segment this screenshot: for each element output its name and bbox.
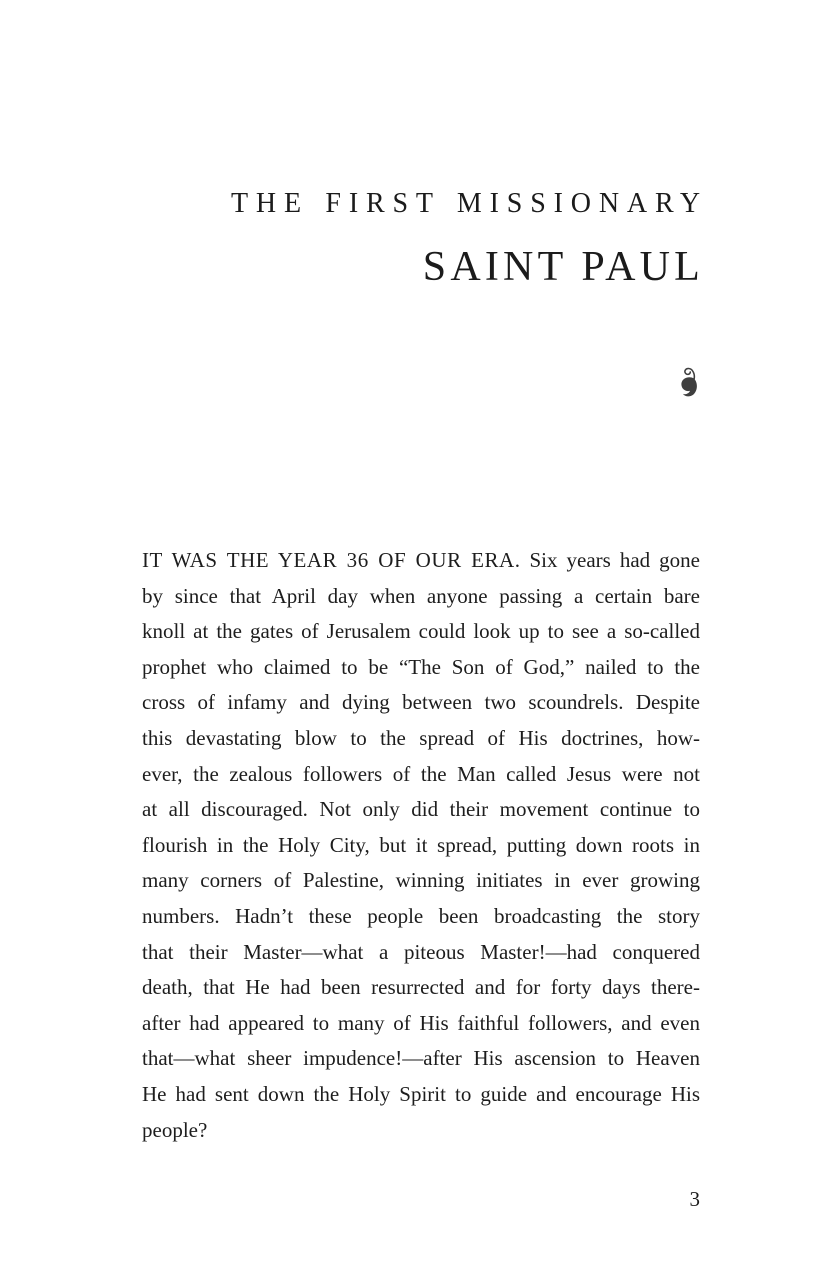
chapter-kicker: THE FIRST MISSIONARY (230, 188, 708, 219)
paragraph-line: that their Master—what a piteous Master!—had conquered (142, 939, 700, 964)
paragraph-line: death, that He had been resurrected and for forty days there- (142, 975, 700, 1000)
body-text (142, 543, 700, 1148)
paragraph-line: prophet who claimed to be “The Son of God,” nailed to the (142, 654, 700, 679)
paragraph-line: ever, the zealous followers of the Man called Jesus were not (142, 761, 700, 786)
chapter-title: SAINT PAUL (422, 244, 704, 290)
opening-phrase: IT WAS THE YEAR 36 OF OUR ERA. (142, 548, 521, 572)
paragraph-line: that—what sheer impudence!—after His ascension to Heaven (142, 1046, 700, 1071)
paragraph-line: knoll at the gates of Jerusalem could look up to see a so-called (142, 619, 700, 644)
paragraph-line: after had appeared to many of His faithful followers, and even (142, 1010, 700, 1035)
paragraph-line: numbers. Hadn’t these people been broadcasting the story (142, 903, 700, 928)
paragraph-line: this devastating blow to the spread of His doctrines, how- (142, 725, 700, 750)
paragraph-line: many corners of Palestine, winning initiates in ever growing (142, 868, 700, 893)
fleuron-ornament-icon (678, 366, 700, 398)
paragraph-line: cross of infamy and dying between two scoundrels. Despite (142, 690, 700, 715)
paragraph-line: flourish in the Holy City, but it spread, putting down roots in (142, 832, 700, 857)
opening-rest: Six years had gone (529, 548, 700, 572)
paragraph-line: at all discouraged. Not only did their movement continue to (142, 797, 700, 822)
paragraph-line: He had sent down the Holy Spirit to guide and encourage His (142, 1081, 700, 1106)
paragraph-line (142, 543, 700, 579)
page-number: 3 (689, 1187, 700, 1211)
paragraph-line: by since that April day when anyone passing a certain bare (142, 583, 700, 608)
paragraph-line: people? (142, 1117, 208, 1142)
